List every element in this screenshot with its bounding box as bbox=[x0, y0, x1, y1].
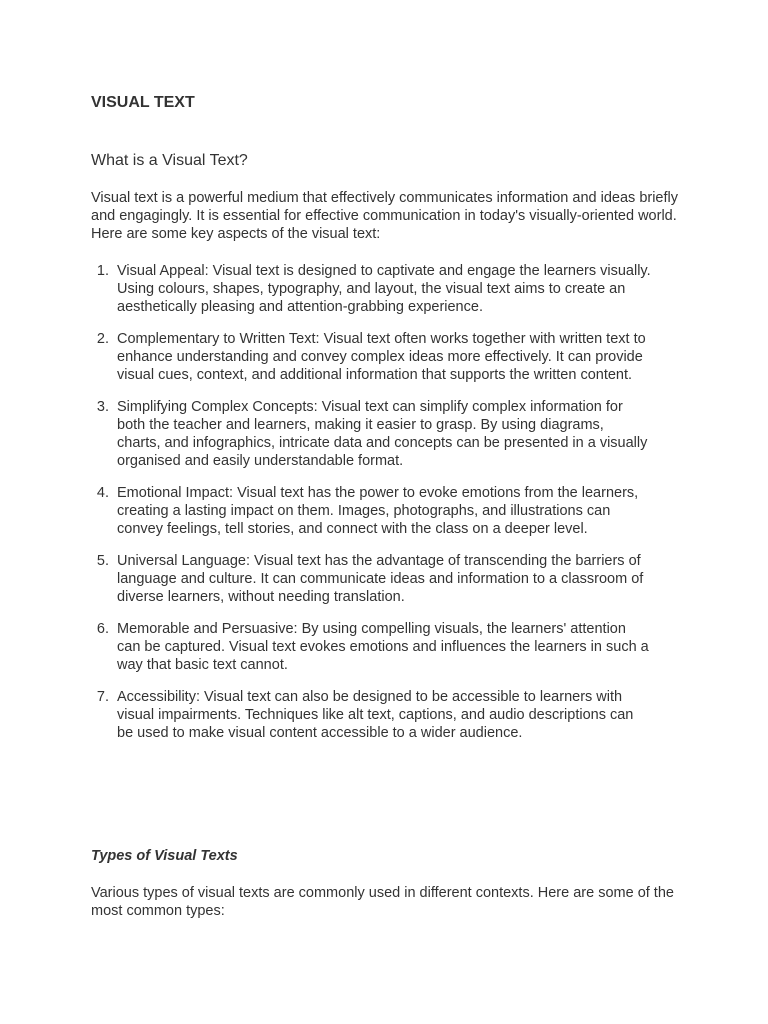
key-aspects-list bbox=[91, 262, 651, 756]
list-item bbox=[91, 688, 651, 742]
list-item-text: Universal Language: Visual text has the advantage of transcending the barriers of language and culture. It can communicate ideas and information to a classroom of diverse learners, without needing translation. bbox=[117, 553, 644, 605]
list-item-text: Visual Appeal: Visual text is designed to captivate and engage the learners visually. Using colours, shapes, typography, and layout, the visual text aims to create an aesthetically pleasing and attention-grabbing experience. bbox=[117, 263, 651, 315]
list-item-number: 5. bbox=[96, 553, 109, 569]
types-heading: Types of Visual Texts bbox=[91, 848, 238, 864]
list-item bbox=[91, 398, 651, 470]
types-intro-paragraph: Various types of visual texts are commonly used in different contexts. Here are some of the most common types: bbox=[91, 885, 674, 919]
list-item-number: 2. bbox=[96, 331, 109, 347]
list-item bbox=[91, 262, 651, 316]
list-item bbox=[91, 552, 651, 606]
document-title: VISUAL TEXT bbox=[91, 94, 195, 111]
list-item-text: Emotional Impact: Visual text has the power to evoke emotions from the learners, creating a lasting impact on them. Images, photographs, and illustrations can convey feelings, tell stories, and connect with the class on a deeper level. bbox=[117, 485, 639, 537]
list-item bbox=[91, 330, 651, 384]
list-item-number: 1. bbox=[96, 263, 109, 279]
list-item-number: 4. bbox=[96, 485, 109, 501]
list-item bbox=[91, 484, 651, 538]
list-item-number: 6. bbox=[96, 621, 109, 637]
list-item-number: 3. bbox=[96, 399, 109, 415]
list-item-text: Simplifying Complex Concepts: Visual text can simplify complex information for both the teacher and learners, making it easier to grasp. By using diagrams, charts, and infographics, intricate data and concepts can be presented in a visually organised and easily understandable format. bbox=[117, 399, 648, 469]
list-item-text: Accessibility: Visual text can also be designed to be accessible to learners with visual impairments. Techniques like alt text, captions, and audio descriptions can be used to make visual content accessible to a wider audience. bbox=[117, 689, 634, 741]
section-subtitle: What is a Visual Text? bbox=[91, 152, 248, 169]
list-item-text: Memorable and Persuasive: By using compelling visuals, the learners' attention can be captured. Visual text evokes emotions and influences the learners in such a way that basic text cannot. bbox=[117, 621, 649, 673]
intro-paragraph: Visual text is a powerful medium that effectively communicates information and ideas briefly and engagingly. It is essential for effective communication in today's visually-oriented world. Here are some key aspects of the visual text: bbox=[91, 190, 678, 242]
list-item-number: 7. bbox=[96, 689, 109, 705]
list-item-text: Complementary to Written Text: Visual text often works together with written text to enhance understanding and convey complex ideas more effectively. It can provide visual cues, context, and additional information that supports the written content. bbox=[117, 331, 646, 383]
list-item bbox=[91, 620, 651, 674]
